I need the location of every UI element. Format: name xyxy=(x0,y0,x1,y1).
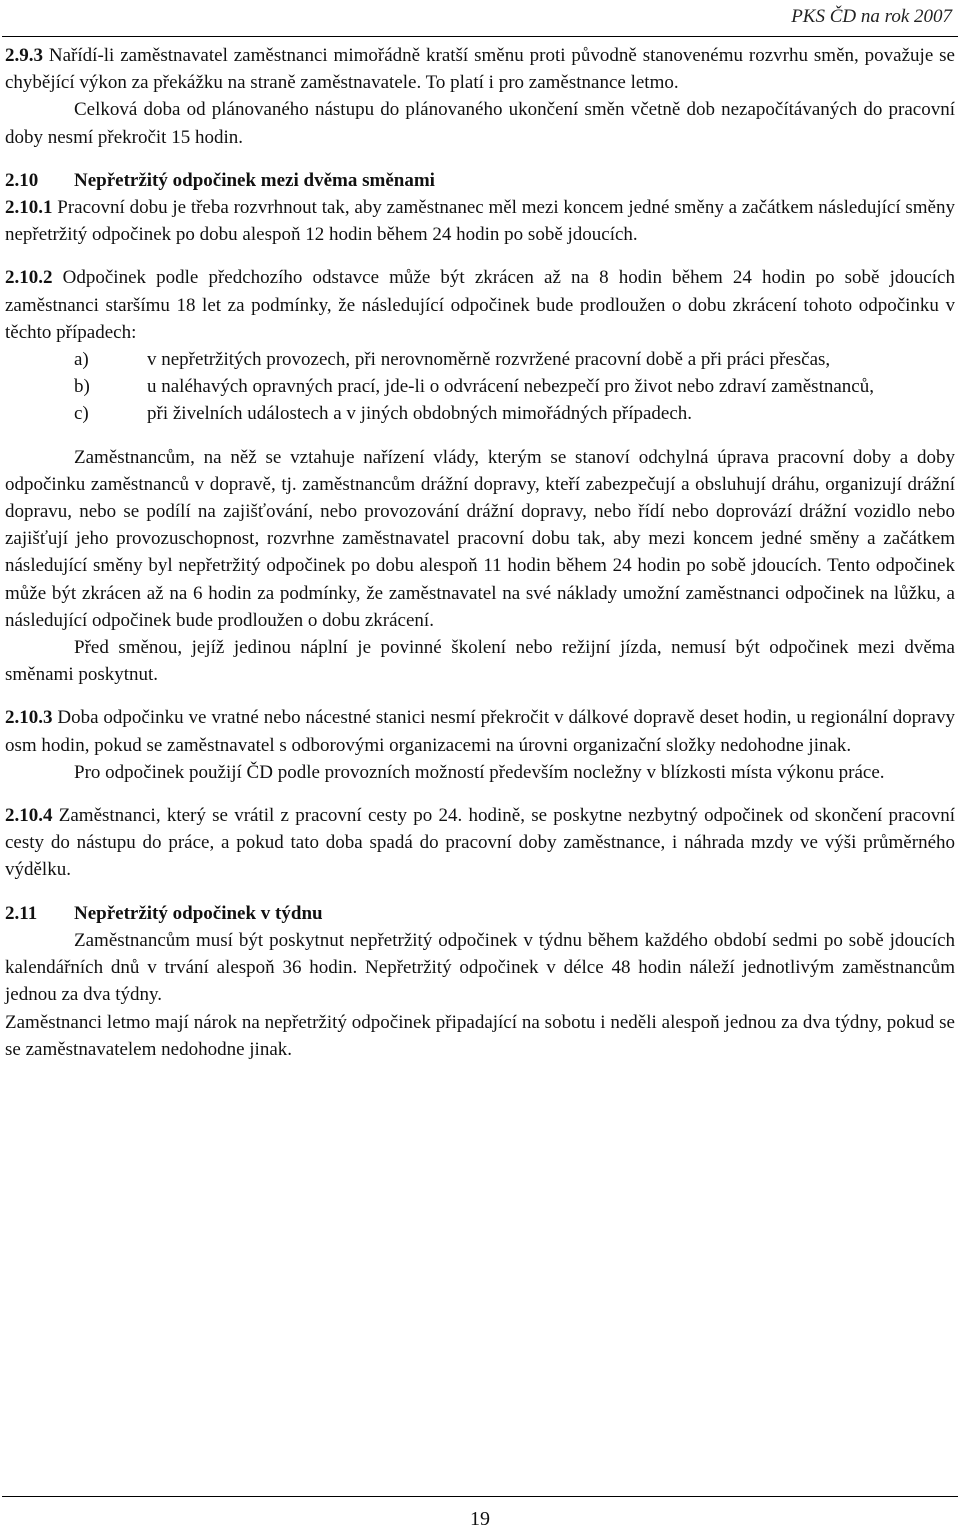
list-item-text: u naléhavých opravných prací, jde-li o odvrácení nebezpečí pro život nebo zdraví zaměstnanců, xyxy=(147,376,874,398)
running-header: PKS ČD na rok 2007 xyxy=(791,6,952,27)
cases-list xyxy=(5,346,955,428)
paragraph-2-11-travelling-staff: Zaměstnanci letmo mají nárok na nepřetržitý odpočinek připadající na sobotu i neděli alespoň jednou za dva týdny, pokud se se zaměstnavatelem nedohodne jinak. xyxy=(5,1011,955,1060)
list-item-text: v nepřetržitých provozech, při nerovnoměrně rozvržené pracovní době a při práci přesčas, xyxy=(147,349,831,371)
page-number: 19 xyxy=(470,1508,490,1530)
list-item-label: c) xyxy=(74,403,89,425)
paragraph-2-10-1 xyxy=(5,194,955,248)
paragraph-2-10-3 xyxy=(5,704,955,758)
paragraph-training-shift: Před směnou, jejíž jedinou náplní je povinné školení nebo režijní jízda, nemusí být odpočinek mezi dvěma směnami poskytnut. xyxy=(5,637,955,686)
paragraph-text: Pracovní dobu je třeba rozvrhnout tak, aby zaměstnanec měl mezi koncem jedné směny a začátkem následující směny nepřetržitý odpočinek po dobu alespoň 12 hodin během 24 hodin po sobě jdoucích. xyxy=(5,197,955,246)
paragraph-number: 2.10.1 xyxy=(5,197,53,219)
heading-2-10 xyxy=(5,167,955,194)
heading-title: Nepřetržitý odpočinek mezi dvěma směnami xyxy=(74,169,435,191)
footer-rule xyxy=(2,1496,958,1497)
paragraph-2-10-4 xyxy=(5,802,955,884)
paragraph-rail-employees: Zaměstnancům, na něž se vztahuje nařízení vlády, kterým se stanoví odchylná úprava pracovní doby a doby odpočinku zaměstnanců v dopravě, tj. zaměstnancům drážní dopravy, kteří zabezpečují a obsluhují dráhu, organizují drážní dopravu, nebo se podílí na zajišťování, nebo provozování drážní dopravy, nebo řídí nebo doprovází drážní vozidlo nebo zajišťují jeho provozuschopnost, rozvrhne zaměstnavatel pracovní dobu tak, aby mezi koncem jedné směny a začátkem následující směny byl nepřetržitý odpočinek po dobu alespoň 11 hodin během 24 hodin po sobě jdoucích. Tento odpočinek může být zkrácen až na 6 hodin za podmínky, že zaměstnavatel na své náklady umožní zaměstnanci odpočinek na lůžku, a následující odpočinek bude prodloužen o dobu zkrácení. xyxy=(5,446,955,631)
heading-title: Nepřetržitý odpočinek v týdnu xyxy=(74,902,323,924)
paragraph-2-11-weekly-rest: Zaměstnancům musí být poskytnut nepřetržitý odpočinek v týdnu během každého období sedmi po sobě jdoucích kalendářních dnů v trvání alespoň 36 hodin. Nepřetržitý odpočinek v délce 48 hodin náleží jednotlivým zaměstnancům jednou za dva týdny. xyxy=(5,929,955,1006)
list-item-text: při živelních událostech a v jiných obdobných mimořádných případech. xyxy=(147,403,693,425)
heading-2-11 xyxy=(5,900,955,927)
paragraph-number: 2.10.3 xyxy=(5,707,53,729)
header-rule xyxy=(2,36,958,37)
paragraph-text: Odpočinek podle předchozího odstavce může být zkrácen až na 8 hodin během 24 hodin po sobě jdoucích zaměstnanci staršímu 18 let za podmínky, že následující odpočinek bude prodloužen o dobu zkrácení tohoto odpočinku v těchto případech: xyxy=(5,267,955,343)
paragraph-2-10-3-continued: Pro odpočinek použijí ČD podle provozních možností především nocležny v blízkosti místa výkonu práce. xyxy=(74,761,885,783)
document-body xyxy=(5,42,955,1063)
list-item-label: a) xyxy=(74,349,89,371)
paragraph-text: Doba odpočinku ve vratné nebo nácestné stanici nesmí překročit v dálkové dopravě deset hodin, u regionální dopravy osm hodin, pokud se zaměstnavatel s odborovými organizacemi na úrovni organizační složky nedohodne jinak. xyxy=(5,707,955,756)
paragraph-number: 2.10.4 xyxy=(5,805,53,827)
list-item-label: b) xyxy=(74,376,90,398)
paragraph-text: Zaměstnanci, který se vrátil z pracovní cesty po 24. hodině, se poskytne nezbytný odpočinek od skončení pracovní cesty do nástupu do práce, a pokud tato doba spadá do pracovní doby zaměstnance, i náhrada mzdy ve výši průměrného výdělku. xyxy=(5,805,955,881)
paragraph-number: 2.9.3 xyxy=(5,45,43,66)
paragraph-number: 2.10.2 xyxy=(5,267,53,289)
list-item xyxy=(5,346,955,373)
list-item xyxy=(5,373,955,400)
paragraph-text: Nařídí-li zaměstnavatel zaměstnanci mimořádně kratší směnu proti původně stanovenému rozvrhu směn, považuje se chybějící výkon za překážku na straně zaměstnavatele. To platí i pro zaměstnance letmo. xyxy=(5,45,955,94)
heading-number: 2.11 xyxy=(5,902,38,924)
paragraph-2-10-2 xyxy=(5,264,955,346)
list-item xyxy=(5,400,955,427)
paragraph-2-9-3 xyxy=(5,42,955,96)
heading-number: 2.10 xyxy=(5,169,39,191)
paragraph-2-9-3-continued: Celková doba od plánovaného nástupu do plánovaného ukončení směn včetně dob nezapočítávaných do pracovní doby nesmí překročit 15 hodin. xyxy=(5,99,955,148)
